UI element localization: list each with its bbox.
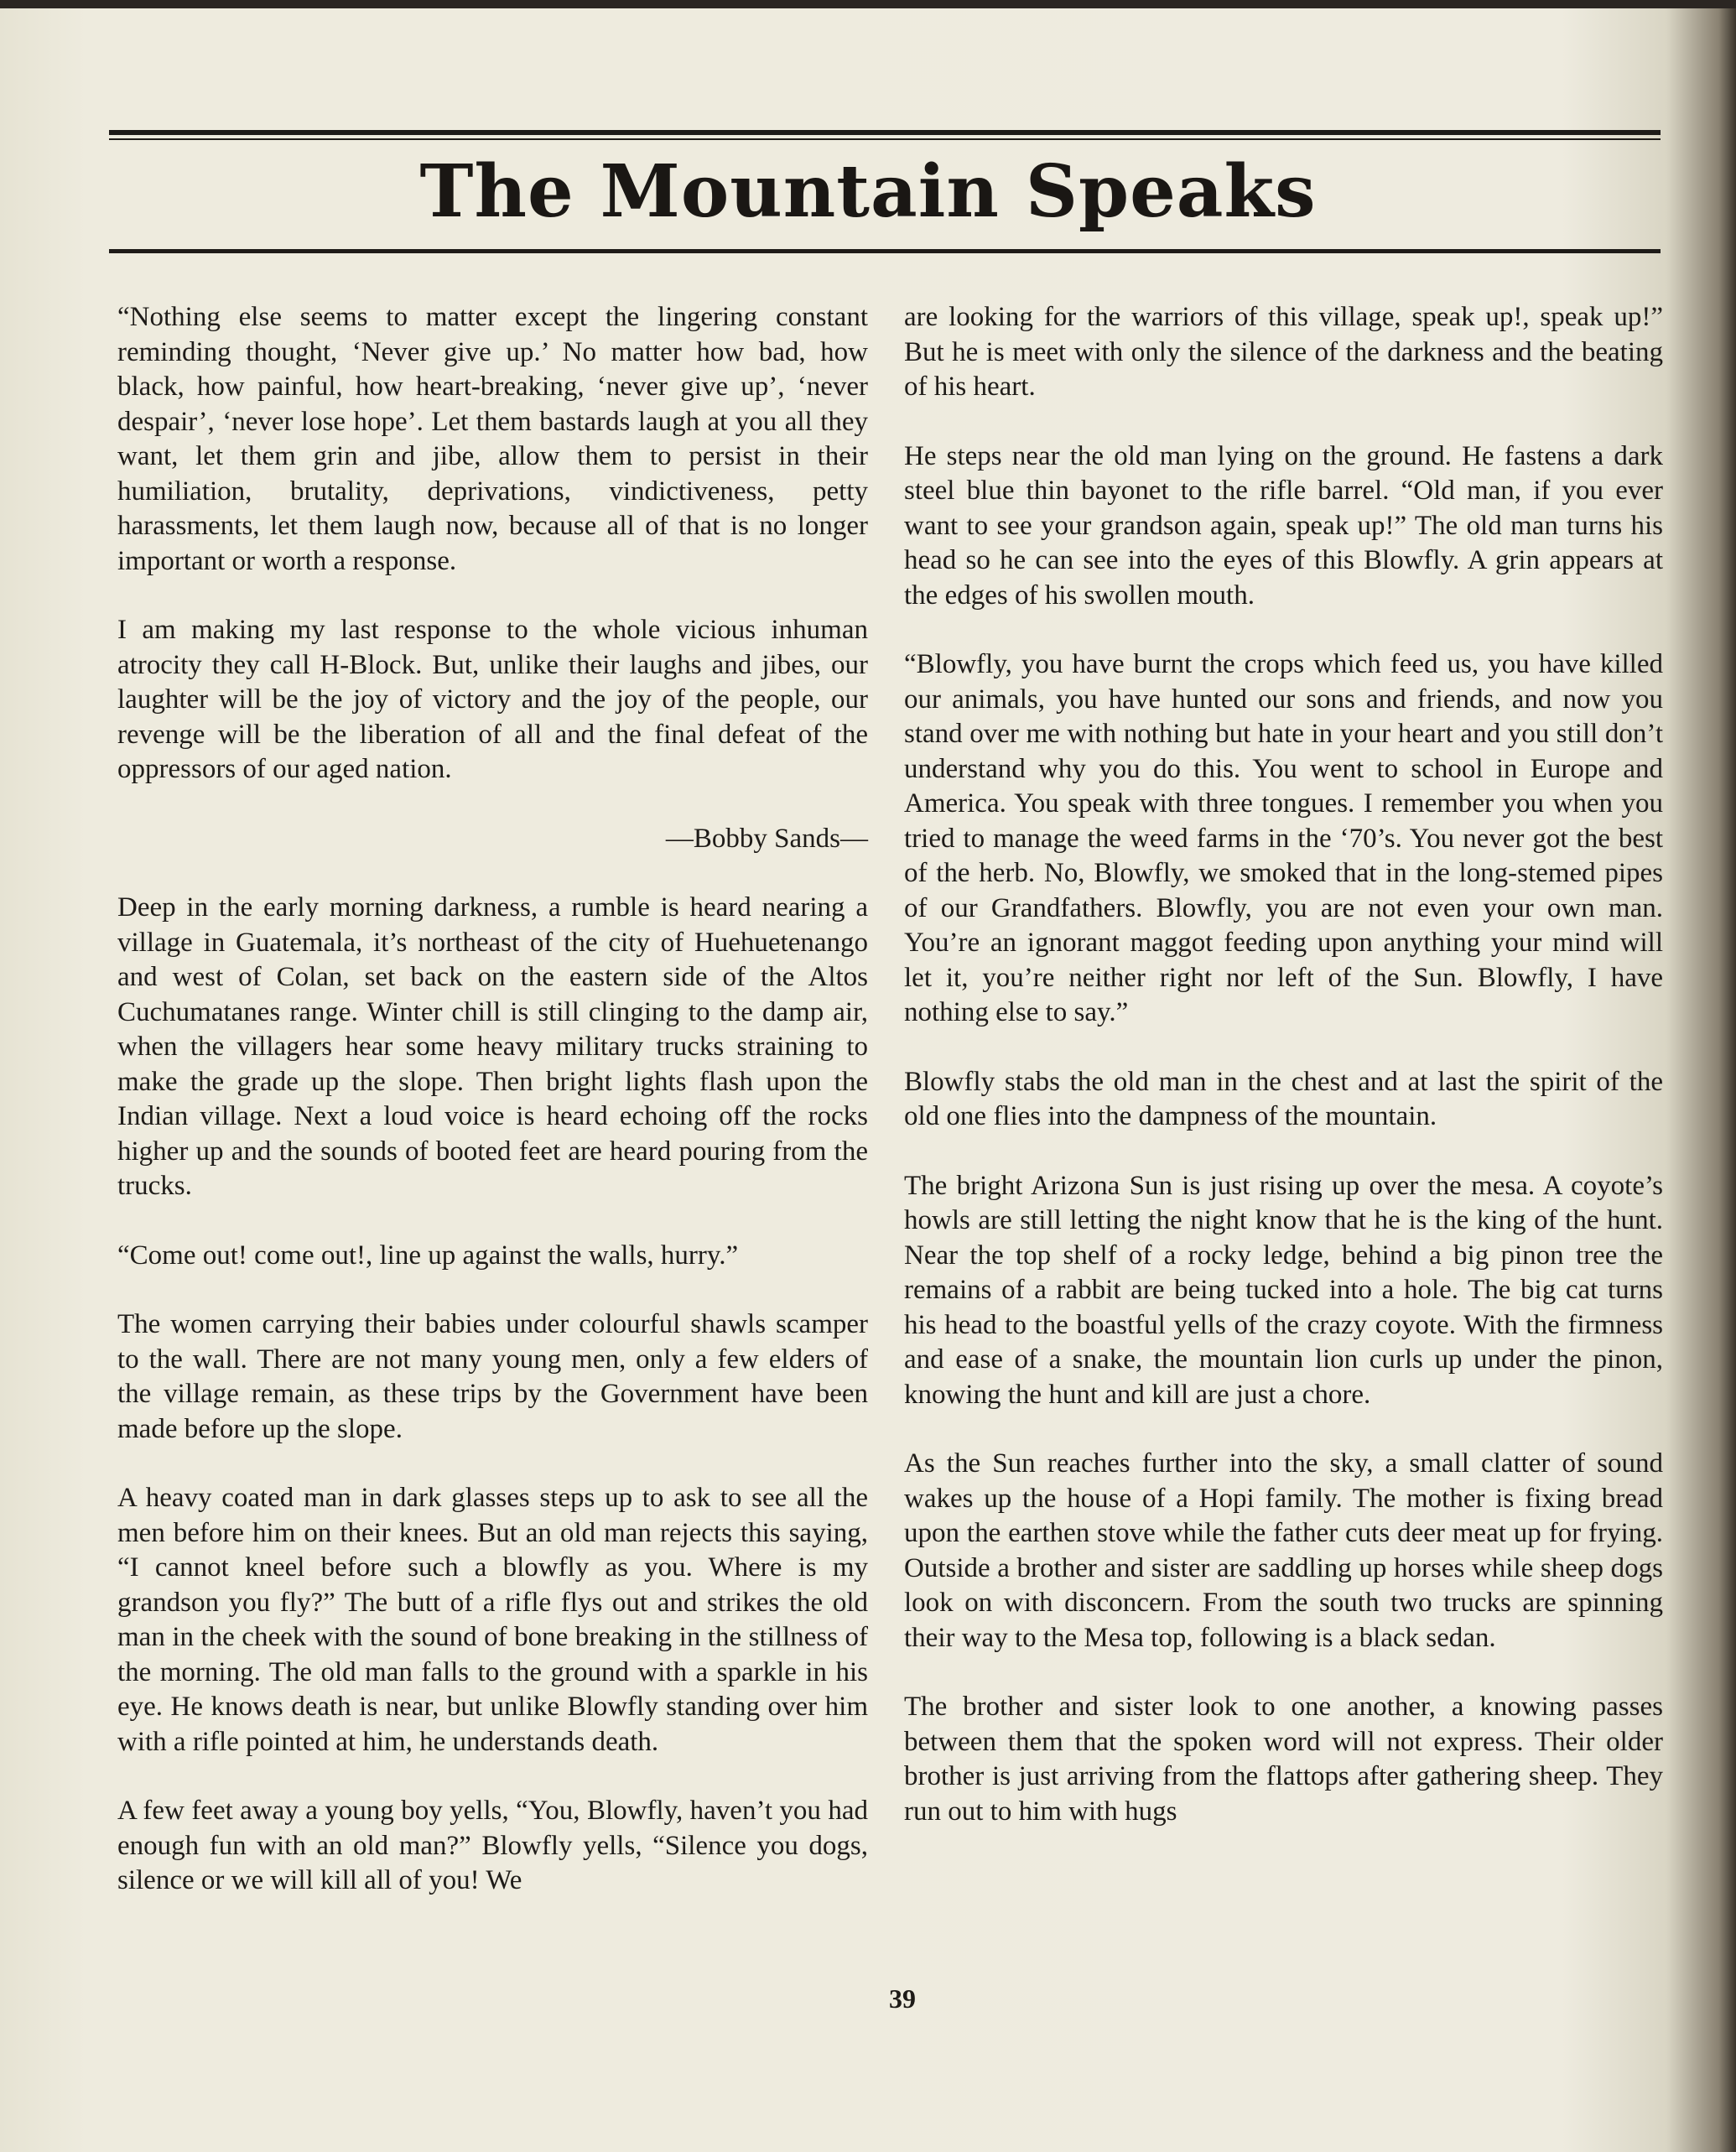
paragraph: The bright Arizona Sun is just rising up over the mesa. A coyote’s howls are still letting the night know that he is the king of the hunt. Near the top shelf of a rocky ledge, behind a big pinon tree the remains of a rabbit are being tucked into a hole. The big cat turns his head to the boastful yells of the crazy coyote. With the firmness and ease of a snake, the mountain lion curls up under the pinon, knowing the hunt and kill are just a chore. — [904, 1170, 1663, 1410]
article-title: The Mountain Speaks — [419, 149, 1317, 234]
paragraph: I am making my last response to the whole vicious inhuman atrocity they call H-Block. But, unlike their laughs and jibes, our laughter will be the joy of victory and the joy of the people, our revenge will be the liberation of all and the final defeat of the oppressors of our aged nation. — [117, 615, 868, 784]
left-column — [117, 300, 868, 1933]
page-number: 39 — [889, 1983, 916, 2014]
title-top-rule-thin — [109, 138, 1661, 140]
title-bottom-rule — [109, 249, 1661, 253]
paragraph: “Come out! come out!, line up against the walls, hurry.” — [117, 1240, 739, 1271]
paragraph: The brother and sister look to one another, a knowing passes between them that the spoken word will not express. Their older brother is just arriving from the flattops after gathering sheep. They run out to him with hugs — [904, 1692, 1663, 1827]
paragraph: The women carrying their babies under colourful shawls scamper to the wall. There are not many young men, only a few elders of the village remain, as these trips by the Government have been made before up the slope. — [117, 1309, 868, 1444]
scan-top-edge — [0, 0, 1736, 8]
paragraph: “Blowfly, you have burnt the crops which feed us, you have killed our animals, you have hunted our sons and friends, and now you stand over me with nothing but hate in your heart and you still don’t understand why you do this. You went to school in Europe and America. You speak with three tongues. I remember you when you tried to manage the weed farms in the ‘70’s. You never got the best of the herb. No, Blowfly, we smoked that in the long-stemed pipes of our Grandfathers. Blowfly, you are not even your own man. You’re an ignorant maggot feeding upon anything your mind will let it, you’re neither right nor left of the Sun. Blowfly, I have nothing else to say.” — [904, 649, 1663, 1027]
paragraph: A few feet away a young boy yells, “You, Blowfly, haven’t you had enough fun with an old man?” Blowfly yells, “Silence you dogs, silence or we will kill all of you! We — [117, 1796, 868, 1895]
paragraph: Blowfly stabs the old man in the chest and at last the spirit of the old one flies into the dampness of the mountain. — [904, 1066, 1663, 1131]
paragraph: are looking for the warriors of this village, speak up!, speak up!” But he is meet with only the silence of the darkness and the beating of his heart. — [904, 302, 1663, 402]
paragraph: A heavy coated man in dark glasses steps up to ask to see all the men before him on their knees. But an old man rejects this saying, “I cannot kneel before such a blowfly as you. Where is my grandson you fly?” The butt of a rifle flys out and strikes the old man in the cheek with the sound of bone breaking in the stillness of the morning. The old man falls to the ground with a sparkle in his eye. He knows death is near, but unlike Blowfly standing over him with a rifle pointed at him, he understands death. — [117, 1483, 868, 1757]
paragraph: “Nothing else seems to matter except the lingering constant reminding thought, ‘Never give up.’ No matter how bad, how black, how painful, how heart-breaking, ‘never give up’, ‘never despair’, ‘never lose hope’. Let them bastards laugh at you all they want, let them grin and jibe, allow them to persist in their humiliation, brutality, deprivations, vindictiveness, petty harassments, let them laugh now, because all of that is no longer important or worth a response. — [117, 302, 868, 576]
paragraph: He steps near the old man lying on the ground. He fastens a dark steel blue thin bayonet to the rifle barrel. “Old man, if you ever want to see your grandson again, speak up!” The old man turns his head so he can see into the eyes of this Blowfly. A grin appears at the edges of his swollen mouth. — [904, 440, 1663, 611]
right-column — [904, 300, 1663, 1864]
quote-attribution: —Bobby Sands— — [665, 823, 868, 854]
title-top-rule — [109, 130, 1661, 135]
paragraph: As the Sun reaches further into the sky, a small clatter of sound wakes up the house of a Hopi family. The mother is fixing bread upon the earthen stove while the father cuts deer meat up for frying. Outside a brother and sister are saddling up horses while sheep dogs look on with disconcern. From the south two trucks are spinning their way to the Mesa top, following is a black sedan. — [904, 1448, 1663, 1653]
paragraph: Deep in the early morning darkness, a rumble is heard nearing a village in Guatemala, it’s northeast of the city of Huehuetenango and west of Colan, set back on the eastern side of the Altos Cuchumatanes range. Winter chill is still clinging to the damp air, when the villagers hear some heavy military trucks straining to make the grade up the slope. Then bright lights flash upon the Indian village. Next a loud voice is heard echoing off the rocks higher up and the sounds of booted feet are heard pouring from the trucks. — [117, 892, 868, 1201]
